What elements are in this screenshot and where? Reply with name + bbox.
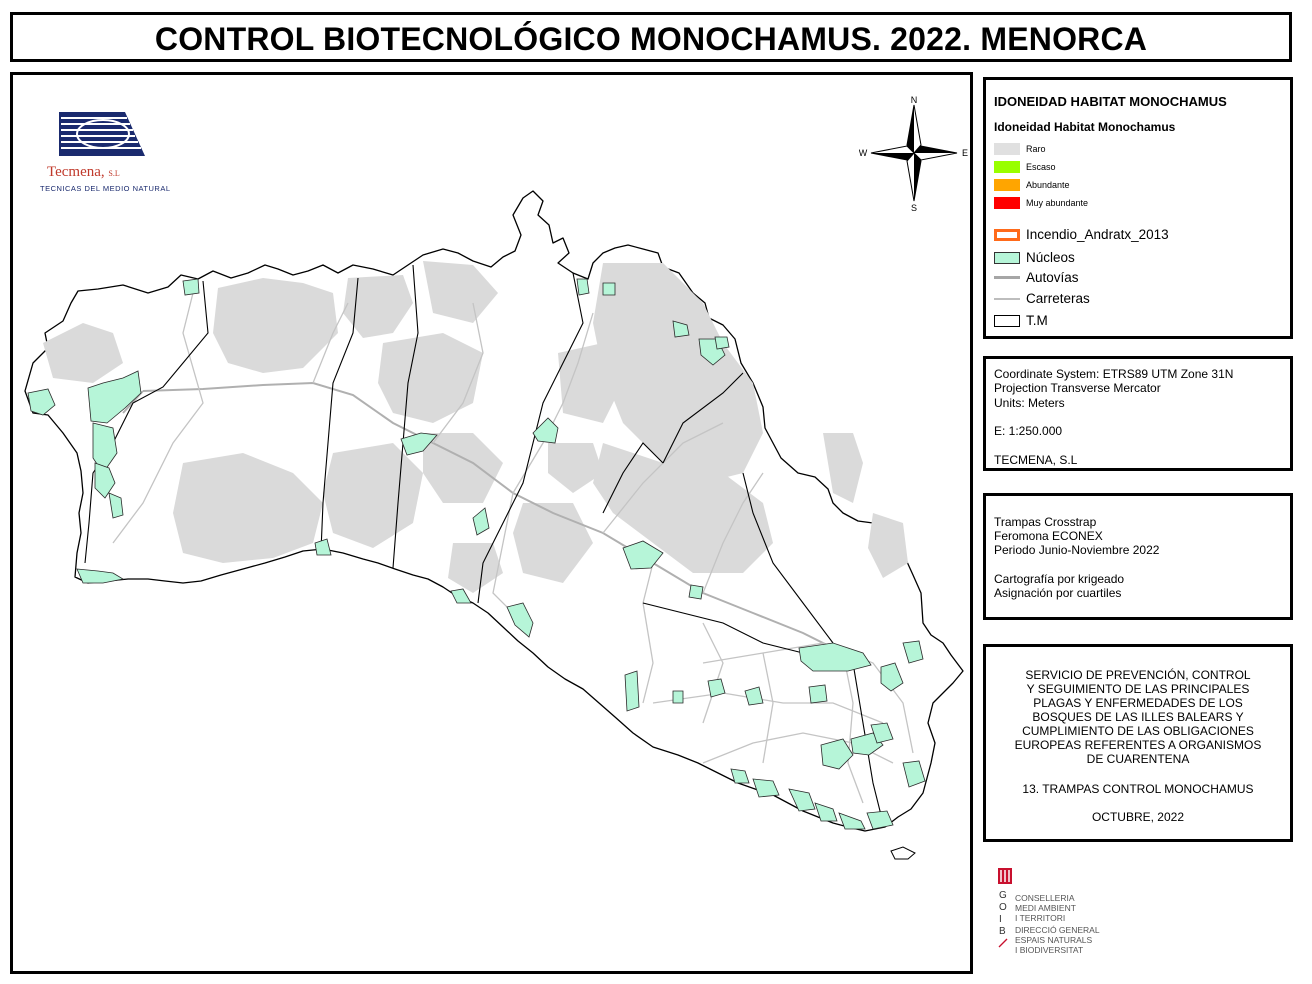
logo-tagline: TECNICAS DEL MEDIO NATURAL (40, 184, 171, 193)
map-frame (10, 72, 973, 974)
service-line: PLAGAS Y ENFERMEDADES DE LOS (1033, 696, 1243, 710)
goib-line: DIRECCIÓ GENERAL (1015, 925, 1100, 935)
service-line: BOSQUES DE LAS ILLES BALEARS Y (1032, 710, 1244, 724)
swatch-nucleos (994, 252, 1020, 264)
legend-layer-nucleos (994, 250, 1075, 265)
swatch-muy-abundante (994, 197, 1020, 209)
legend-class-raro (994, 142, 1046, 156)
goib-letter: G (999, 890, 1007, 901)
island-outline (25, 191, 963, 831)
goib-shield-icon (998, 868, 1012, 884)
goib-letter: O (999, 902, 1007, 913)
swatch-carreteras (994, 298, 1020, 300)
swatch-escaso (994, 161, 1020, 173)
coord-units: Units: Meters (994, 396, 1065, 410)
swatch-tm (994, 315, 1020, 327)
legend-layer-label: Carreteras (1026, 291, 1090, 306)
legend-class-abundante (994, 178, 1070, 192)
logo-company: Tecmena, (47, 164, 105, 180)
swatch-abundante (994, 179, 1020, 191)
service-line: Y SEGUIMIENTO DE LAS PRINCIPALES (1026, 682, 1250, 696)
goib-letter: I (999, 914, 1002, 925)
legend-class-escaso (994, 160, 1056, 174)
traps-line-1: Trampas Crosstrap (994, 515, 1097, 529)
map-author: TECMENA, S.L (994, 453, 1078, 467)
coordinate-panel (983, 356, 1293, 471)
legend-class-label: Raro (1026, 144, 1046, 154)
service-panel (983, 644, 1293, 842)
legend-heading: IDONEIDAD HABITAT MONOCHAMUS (994, 94, 1227, 109)
compass-rose (859, 93, 969, 211)
traps-panel (983, 493, 1293, 620)
service-line: EUROPEAS REFERENTES A ORGANISMOS (1014, 738, 1262, 752)
coord-system: Coordinate System: ETRS89 UTM Zone 31N (994, 367, 1234, 381)
legend-layer-label: T.M (1026, 313, 1048, 328)
legend-class-label: Muy abundante (1026, 198, 1089, 208)
goib-line: CONSELLERIA (1015, 893, 1075, 903)
title-box (10, 12, 1292, 62)
service-line: CUMPLIMIENTO DE LAS OBLIGACIONES (1022, 724, 1254, 738)
legend-layer-label: Núcleos (1026, 250, 1075, 265)
legend-layer-carreteras (994, 291, 1090, 306)
service-line: SERVICIO DE PREVENCIÓN, CONTROL (1025, 668, 1251, 682)
goib-line: MEDI AMBIENT (1015, 903, 1076, 913)
logo-company-suffix: S.L (108, 169, 120, 178)
compass-s: S (910, 203, 918, 211)
legend-layer-incendio (994, 227, 1169, 242)
legend-layer-label: Incendio_Andratx_2013 (1026, 227, 1169, 242)
swatch-raro (994, 143, 1020, 155)
map-scale: E: 1:250.000 (994, 424, 1063, 438)
swatch-incendio (994, 229, 1020, 241)
goib-line: I BIODIVERSITAT (1015, 945, 1084, 955)
legend-layer-label: Autovías (1026, 270, 1079, 285)
map-title: CONTROL BIOTECNOLÓGICO MONOCHAMUS. 2022. MENORCA (154, 21, 1148, 57)
traps-line-4: Cartografía por krigeado (994, 572, 1125, 586)
legend-class-label: Abundante (1026, 180, 1070, 190)
legend-layer-tm (994, 313, 1048, 328)
islet (891, 847, 915, 859)
compass-n: N (910, 95, 918, 105)
compass-w: W (859, 148, 868, 158)
traps-line-2: Feromona ECONEX (994, 529, 1103, 543)
service-sheet: 13. TRAMPAS CONTROL MONOCHAMUS (1022, 782, 1254, 796)
logo-company-name (47, 164, 120, 181)
traps-line-5: Asignación por cuartiles (994, 586, 1122, 600)
goib-letter: B (999, 926, 1006, 937)
compass-e: E (961, 148, 969, 158)
coord-projection: Projection Transverse Mercator (994, 381, 1161, 395)
menorca-map (13, 75, 970, 971)
goib-line: I TERRITORI (1015, 913, 1066, 923)
tecmena-logo-icon (55, 108, 147, 160)
legend-class-muy-abundante (994, 196, 1088, 210)
goib-slash-icon (998, 938, 1008, 948)
legend-class-label: Escaso (1026, 162, 1056, 172)
goib-logo (996, 868, 1126, 968)
legend-subheading: Idoneidad Habitat Monochamus (994, 120, 1176, 134)
goib-line: ESPAIS NATURALS (1015, 935, 1093, 945)
traps-line-3: Periodo Junio-Noviembre 2022 (994, 543, 1160, 557)
legend-layer-autovias (994, 270, 1079, 285)
service-line: DE CUARENTENA (1086, 752, 1190, 766)
service-date: OCTUBRE, 2022 (1091, 810, 1185, 824)
swatch-autovias (994, 276, 1020, 279)
legend-panel (983, 77, 1293, 339)
